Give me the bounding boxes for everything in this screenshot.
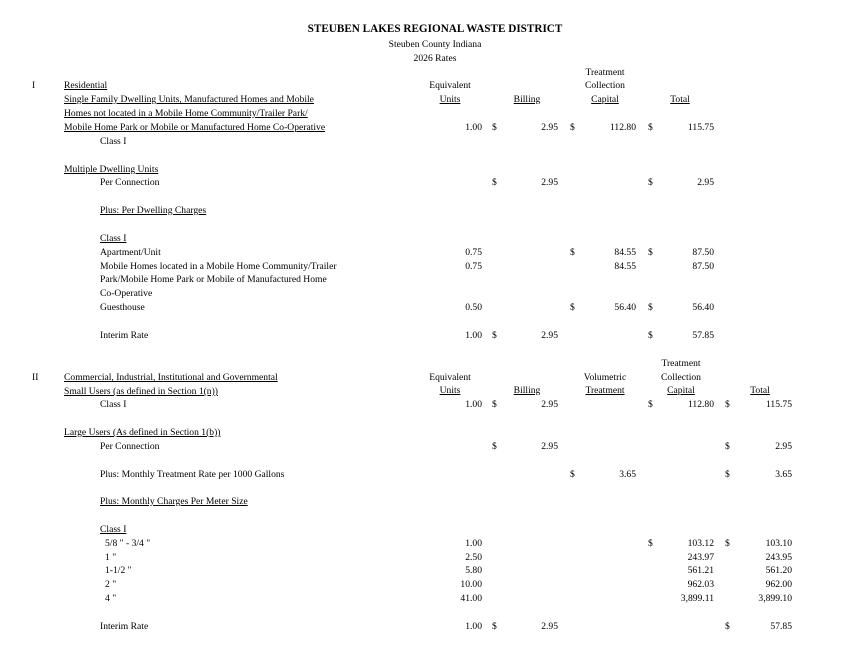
dollar-sign: $ (648, 330, 653, 341)
s2-per-connection-billing: 2.95 (541, 441, 558, 452)
dollar-sign: $ (492, 330, 497, 341)
meter-size: 1-1/2 " (105, 565, 132, 576)
mobile-label-line-1: Mobile Homes located in a Mobile Home Community/Trailer (100, 261, 337, 272)
s1-class1-billing: 2.95 (541, 122, 558, 133)
sfdu-line-1: Single Family Dwelling Units, Manufactured Homes and Mobile (64, 94, 314, 105)
meter-capital: 561.21 (687, 565, 714, 576)
s2-per-connection-total: 2.95 (775, 441, 792, 452)
s1-per-connection-label: Per Connection (100, 177, 160, 188)
monthly-treatment-label: Plus: Monthly Treatment Rate per 1000 Gallons (100, 469, 285, 480)
small-users-heading: Small Users (as defined in Section 1(n)) (64, 386, 218, 397)
meter-size: 2 " (105, 579, 117, 590)
meter-capital: 103.12 (687, 538, 714, 549)
s2-col-units: Units (439, 385, 461, 396)
monthly-treatment-total: 3.65 (775, 469, 792, 480)
meter-total: 103.10 (765, 538, 792, 549)
s1-per-connection-total: 2.95 (697, 177, 714, 188)
s1-interim-total: 57.85 (692, 330, 714, 341)
s2-interim-billing: 2.95 (541, 621, 558, 632)
s1-class1-capital: 112.80 (609, 122, 636, 133)
section-2-numeral: II (32, 372, 39, 383)
s2-interim-total: 57.85 (770, 621, 792, 632)
s2-col-treatment-vol: Treatment (585, 385, 625, 396)
s2-class1-total: 115.75 (765, 399, 792, 410)
s2-col-total: Total (750, 385, 770, 396)
dollar-sign: $ (648, 538, 653, 549)
apartment-label: Apartment/Unit (100, 247, 161, 258)
meter-total: 561.20 (765, 565, 792, 576)
meter-units: 41.00 (460, 593, 482, 604)
meter-units: 2.50 (465, 552, 482, 563)
meter-size: 5/8 " - 3/4 " (105, 538, 151, 549)
dollar-sign: $ (570, 469, 575, 480)
mobile-total: 87.50 (692, 261, 714, 272)
dollar-sign: $ (648, 247, 653, 258)
s1-col-total: Total (670, 94, 690, 105)
s2-col-volumetric: Volumetric (583, 372, 627, 383)
dollar-sign: $ (492, 621, 497, 632)
s2-col-capital: Capital (667, 385, 695, 396)
s2-interim-units: 1.00 (465, 621, 482, 632)
meter-total: 962.00 (765, 579, 792, 590)
meter-units: 1.00 (465, 538, 482, 549)
s1-class-label: Class I (100, 233, 127, 244)
s1-per-connection-billing: 2.95 (541, 177, 558, 188)
meter-size: 4 " (105, 593, 117, 604)
apartment-total: 87.50 (692, 247, 714, 258)
s2-class1-units: 1.00 (465, 399, 482, 410)
dollar-sign: $ (492, 122, 497, 133)
meter-size-heading: Plus: Monthly Charges Per Meter Size (100, 496, 248, 507)
s1-col-units: Units (439, 94, 461, 105)
s1-class1-label: Class I (100, 136, 127, 147)
dollar-sign: $ (492, 177, 497, 188)
section-1-heading: Residential (64, 80, 108, 91)
dollar-sign: $ (725, 399, 730, 410)
mobile-capital: 84.55 (614, 261, 636, 272)
s2-col-collection: Collection (661, 372, 701, 383)
s2-class1-label: Class I (100, 399, 127, 410)
dollar-sign: $ (492, 441, 497, 452)
dollar-sign: $ (648, 122, 653, 133)
s1-class1-total: 115.75 (687, 122, 714, 133)
s2-interim-label: Interim Rate (100, 621, 149, 632)
dollar-sign: $ (725, 441, 730, 452)
sfdu-line-3: Mobile Home Park or Mobile or Manufactured Home Co-Operative (64, 122, 326, 133)
apartment-capital: 84.55 (614, 247, 636, 258)
s1-col-collection: Collection (585, 80, 625, 91)
s1-class1-units: 1.00 (465, 122, 482, 133)
meter-total: 243.95 (765, 552, 792, 563)
rate-year: 2026 Rates (413, 53, 457, 64)
s1-interim-units: 1.00 (465, 330, 482, 341)
guesthouse-capital: 56.40 (614, 302, 636, 313)
meter-units: 5.80 (465, 565, 482, 576)
sfdu-line-2: Homes not located in a Mobile Home Community/Trailer Park/ (64, 108, 308, 119)
s1-col-equivalent: Equivalent (429, 80, 471, 91)
mobile-units: 0.75 (465, 261, 482, 272)
s2-class1-billing: 2.95 (541, 399, 558, 410)
s1-col-capital: Capital (591, 94, 619, 105)
guesthouse-units: 0.50 (465, 302, 482, 313)
apartment-units: 0.75 (465, 247, 482, 258)
dollar-sign: $ (648, 399, 653, 410)
document-subtitle: Steuben County Indiana (388, 39, 482, 50)
meter-size: 1 " (105, 552, 117, 563)
dollar-sign: $ (648, 177, 653, 188)
meter-capital: 962.03 (687, 579, 714, 590)
monthly-treatment-volumetric: 3.65 (619, 469, 636, 480)
s2-class-label: Class I (100, 524, 127, 535)
s2-col-billing: Billing (513, 385, 541, 396)
s2-col-equivalent: Equivalent (429, 372, 471, 383)
dollar-sign: $ (648, 302, 653, 313)
guesthouse-total: 56.40 (692, 302, 714, 313)
dollar-sign: $ (570, 302, 575, 313)
dollar-sign: $ (492, 399, 497, 410)
s2-per-connection-label: Per Connection (100, 441, 160, 452)
meter-capital: 3,899.11 (680, 593, 714, 604)
s2-class1-capital: 112.80 (687, 399, 714, 410)
guesthouse-label: Guesthouse (100, 302, 145, 313)
section-2-heading: Commercial, Industrial, Institutional and Governmental (64, 372, 278, 383)
dollar-sign: $ (725, 621, 730, 632)
large-users-heading: Large Users (As defined in Section 1(b)) (64, 427, 221, 438)
meter-capital: 243.97 (687, 552, 714, 563)
multiple-dwelling-heading: Multiple Dwelling Units (64, 164, 159, 175)
dollar-sign: $ (570, 122, 575, 133)
per-dwelling-heading: Plus: Per Dwelling Charges (100, 205, 207, 216)
dollar-sign: $ (570, 247, 575, 258)
mobile-label-line-2: Park/Mobile Home Park or Mobile of Manufactured Home (100, 274, 327, 285)
meter-total: 3,899.10 (758, 593, 792, 604)
s2-col-treatment: Treatment (661, 358, 701, 369)
s1-col-billing: Billing (513, 94, 541, 105)
s1-interim-billing: 2.95 (541, 330, 558, 341)
s1-col-treatment: Treatment (585, 67, 625, 78)
s1-interim-label: Interim Rate (100, 330, 149, 341)
document-title: STEUBEN LAKES REGIONAL WASTE DISTRICT (307, 23, 563, 35)
mobile-label-line-3: Co-Operative (100, 288, 153, 299)
dollar-sign: $ (725, 469, 730, 480)
dollar-sign: $ (725, 538, 730, 549)
section-1-numeral: I (32, 80, 36, 91)
meter-units: 10.00 (460, 579, 482, 590)
